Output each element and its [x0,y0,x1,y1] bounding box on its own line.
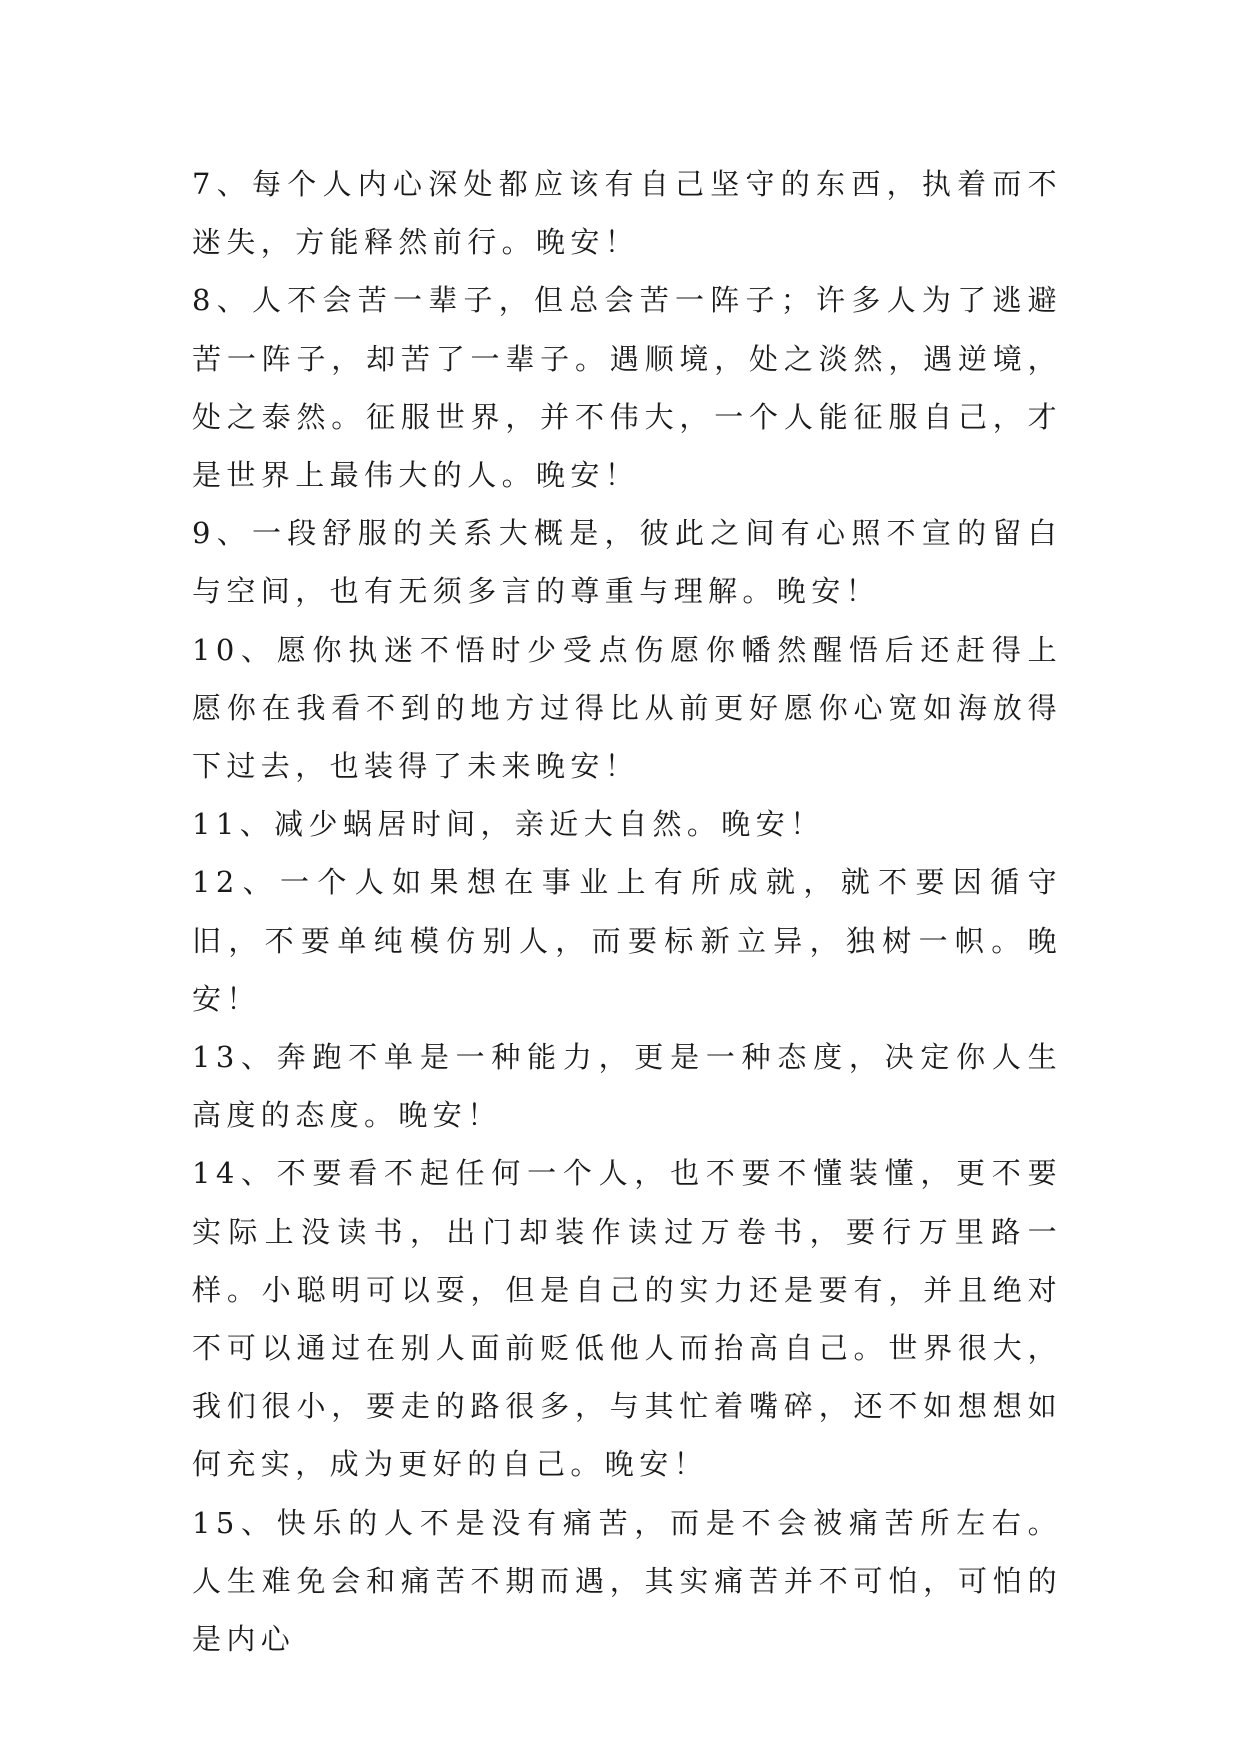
paragraph-8: 8、人不会苦一辈子，但总会苦一阵子；许多人为了逃避苦一阵子，却苦了一辈子。遇顺境，处之淡然，遇逆境，处之泰然。征服世界，并不伟大，一个人能征服自己，才是世界上最伟大的人。晚安！ [192,283,1062,493]
paragraph-15: 15、快乐的人不是没有痛苦，而是不会被痛苦所左右。人生难免会和痛苦不期而遇，其实痛苦并不可怕，可怕的是内心 [192,1505,1062,1657]
paragraph-9: 9、一段舒服的关系大概是，彼此之间有心照不宣的留白与空间，也有无须多言的尊重与理解。晚安！ [192,516,1062,609]
paragraph-10: 10、愿你执迷不悟时少受点伤愿你幡然醒悟后还赶得上愿你在我看不到的地方过得比从前更好愿你心宽如海放得下过去，也装得了未来晚安！ [192,632,1062,784]
paragraph-14: 14、不要看不起任何一个人，也不要不懂装懂，更不要实际上没读书，出门却装作读过万卷书，要行万里路一样。小聪明可以耍，但是自己的实力还是要有，并且绝对不可以通过在别人面前贬低他人而抬高自己。世界很大，我们很小，要走的路很多，与其忙着嘴碎，还不如想想如何充实，成为更好的自己。晚安！ [192,1156,1062,1482]
paragraph-7: 7、每个人内心深处都应该有自己坚守的东西，执着而不迷失，方能释然前行。晚安！ [192,167,1062,260]
paragraph-13: 13、奔跑不单是一种能力，更是一种态度，决定你人生高度的态度。晚安！ [192,1040,1062,1133]
paragraph-12: 12、一个人如果想在事业上有所成就，就不要因循守旧，不要单纯模仿别人，而要标新立异，独树一帜。晚安！ [192,865,1062,1016]
paragraph-11: 11、减少蜗居时间，亲近大自然。晚安！ [192,807,825,842]
document-body [192,155,1062,1668]
